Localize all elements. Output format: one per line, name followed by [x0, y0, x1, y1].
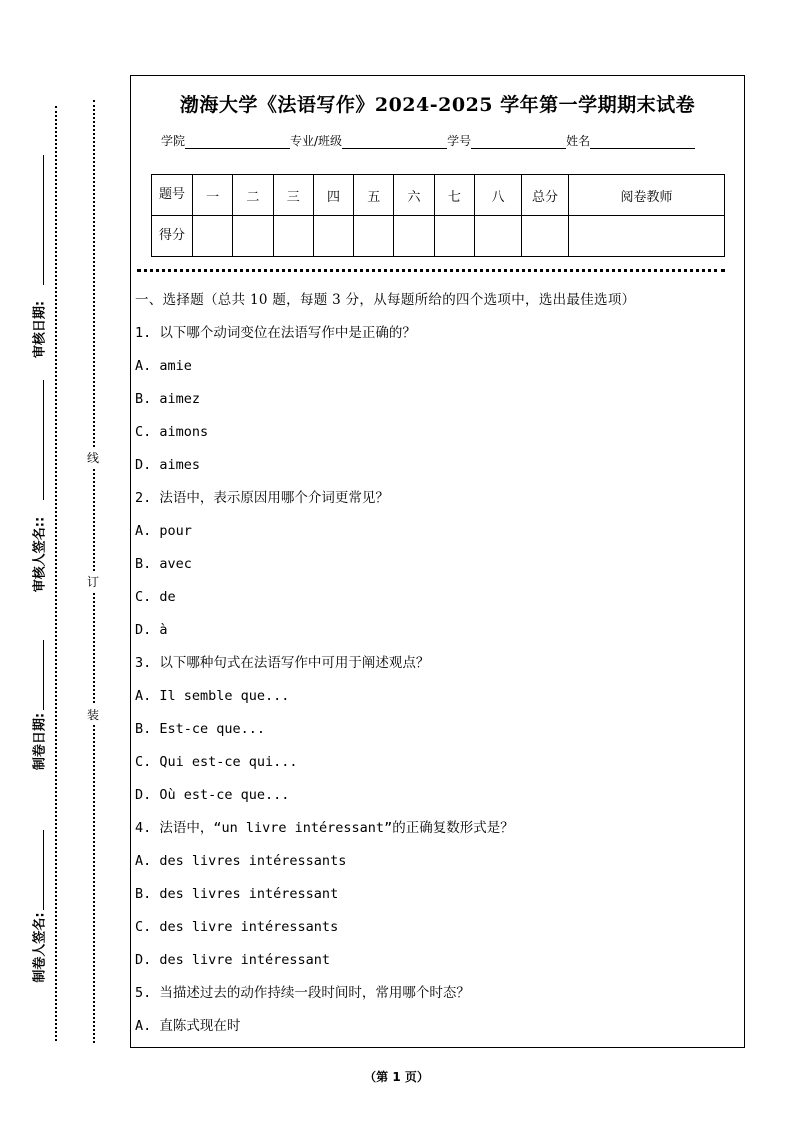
signature-line-review-date — [43, 155, 44, 285]
question-number-header: 题号 — [152, 175, 193, 216]
question-line: 5. 当描述过去的动作持续一段时间时，常用哪个时态？ — [135, 985, 470, 1001]
option-line: A. amie — [135, 358, 192, 374]
question-line: 3. 以下哪种句式在法语写作中可用于阐述观点？ — [135, 655, 430, 671]
binding-char-bind: 装 — [87, 704, 99, 725]
option-line: A. 直陈式现在时 — [135, 1018, 241, 1034]
option-line: B. aimez — [135, 391, 201, 407]
option-line: D. aimes — [135, 457, 201, 473]
binding-dotted-line-left — [55, 106, 57, 1041]
col-7: 七 — [434, 175, 474, 216]
label-preparer-signature: 制卷人签名: — [32, 912, 48, 983]
score-cell[interactable] — [313, 216, 353, 257]
binding-char-line: 线 — [87, 447, 99, 468]
college-field[interactable] — [185, 135, 290, 149]
question-section — [135, 290, 744, 1049]
score-cell[interactable] — [354, 216, 394, 257]
col-1: 一 — [193, 175, 233, 216]
exam-frame — [130, 75, 745, 1048]
major-label: 专业/班级 — [290, 134, 343, 148]
question-line: 1. 以下哪个动词变位在法语写作中是正确的？ — [135, 325, 416, 341]
score-table-score-row — [152, 216, 725, 257]
option-line: B. des livres intéressant — [135, 886, 339, 902]
score-cell-total[interactable] — [522, 216, 569, 257]
option-line: C. des livre intéressants — [135, 919, 339, 935]
option-line: A. Il semble que... — [135, 688, 290, 704]
major-field[interactable] — [342, 135, 447, 149]
score-cell[interactable] — [233, 216, 273, 257]
student-id-label: 学号 — [447, 134, 472, 148]
label-reviewer-signature: 审核人签名:: — [32, 516, 48, 593]
score-cell[interactable] — [273, 216, 313, 257]
col-8: 八 — [475, 175, 522, 216]
col-total: 总分 — [522, 175, 569, 216]
option-line: B. avec — [135, 556, 192, 572]
score-cell[interactable] — [434, 216, 474, 257]
dotted-separator — [137, 269, 725, 272]
score-cell[interactable] — [193, 216, 233, 257]
page-footer: （第 1 页） — [364, 1070, 429, 1084]
score-header: 得分 — [152, 216, 193, 257]
college-label: 学院 — [161, 134, 186, 148]
signature-line-reviewer — [43, 380, 44, 500]
question-line: 4. 法语中，“un livre intéressant”的正确复数形式是？ — [135, 820, 514, 836]
option-line: C. de — [135, 589, 176, 605]
option-line: D. à — [135, 622, 168, 638]
name-field[interactable] — [590, 135, 695, 149]
score-table-header-row — [152, 175, 725, 216]
option-line: C. aimons — [135, 424, 209, 440]
option-line: C. Qui est-ce qui... — [135, 754, 298, 770]
option-line: D. des livre intéressant — [135, 952, 331, 968]
student-info-row — [161, 132, 695, 149]
score-cell[interactable] — [475, 216, 522, 257]
col-4: 四 — [313, 175, 353, 216]
col-3: 三 — [273, 175, 313, 216]
label-review-date: 审核日期: — [32, 300, 48, 359]
option-line: D. Où est-ce que... — [135, 787, 290, 803]
col-5: 五 — [354, 175, 394, 216]
col-2: 二 — [233, 175, 273, 216]
score-table — [151, 174, 725, 257]
col-6: 六 — [394, 175, 434, 216]
section-heading: 一、选择题（总共 10 题，每题 3 分，从每题所给的四个选项中，选出最佳选项） — [135, 292, 636, 308]
exam-title: 渤海大学《法语写作》2024-2025 学年第一学期期末试卷 — [179, 94, 696, 116]
question-line: 2. 法语中，表示原因用哪个介词更常见？ — [135, 490, 389, 506]
score-cell[interactable] — [394, 216, 434, 257]
option-line: A. pour — [135, 523, 192, 539]
score-cell-grader[interactable] — [569, 216, 725, 257]
col-grader: 阅卷教师 — [569, 175, 725, 216]
option-line: B. Est-ce que... — [135, 721, 266, 737]
name-label: 姓名 — [566, 134, 591, 148]
label-prep-date: 制卷日期: — [32, 712, 48, 771]
option-line: A. des livres intéressants — [135, 853, 347, 869]
binding-char-staple: 订 — [87, 571, 99, 592]
student-id-field[interactable] — [471, 135, 566, 149]
